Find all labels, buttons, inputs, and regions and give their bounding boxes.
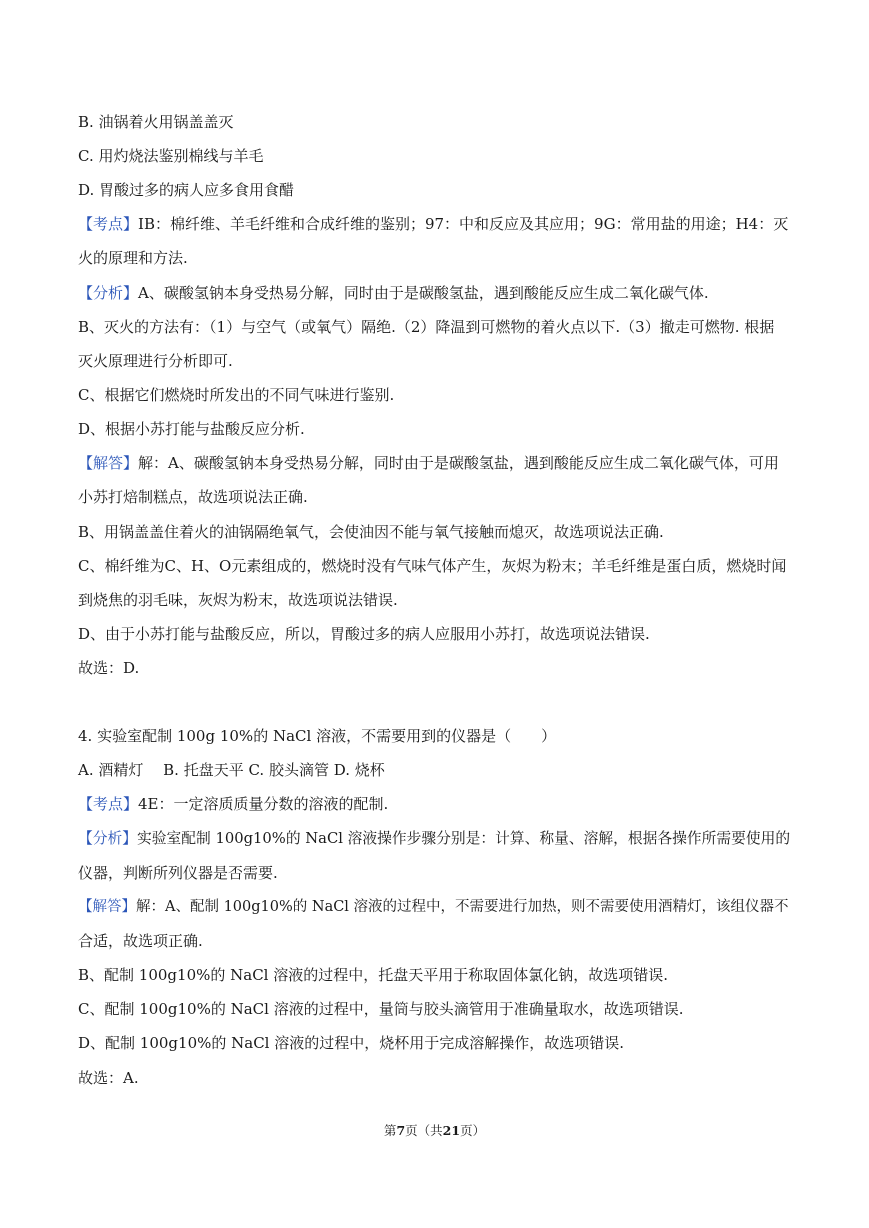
q3-fenxi-line-3: 灭火原理进行分析即可. — [78, 352, 233, 370]
q3-jieda-line-5: 到烧焦的羽毛味，灰烬为粉末，故选项说法错误. — [78, 591, 398, 609]
q3-fenxi-line-4: C、根据它们燃烧时所发出的不同气味进行鉴别. — [78, 386, 395, 404]
q4-options: A. 酒精灯 B. 托盘天平 C. 胶头滴管 D. 烧杯 — [78, 761, 385, 779]
jieda-tag: 【解答】 — [78, 899, 136, 915]
q3-kaodian-line-2: 火的原理和方法. — [78, 249, 188, 267]
page-footer: 第7页（共21页） — [383, 1123, 486, 1138]
q3-option-c: C. 用灼烧法鉴别棉线与羊毛 — [78, 147, 264, 165]
q4-jieda-line-3: B、配制 100g10%的 NaCl 溶液的过程中，托盘天平用于称取固体氯化钠，故选项错误. — [78, 966, 669, 984]
q3-jieda-line-3: B、用锅盖盖住着火的油锅隔绝氧气，会使油因不能与氧气接触而熄灭，故选项说法正确. — [78, 523, 664, 541]
fenxi-tag: 【分析】 — [78, 284, 139, 302]
q3-jieda-line-1: 【解答】解：A、碳酸氢钠本身受热易分解，同时由于是碳酸氢盐，遇到酸能反应生成二氧化碳气体，可用 — [78, 454, 779, 472]
q4-jieda-line-5: D、配制 100g10%的 NaCl 溶液的过程中，烧杯用于完成溶解操作，故选项错误. — [78, 1034, 625, 1052]
q4-jieda-line-4: C、配制 100g10%的 NaCl 溶液的过程中，量筒与胶头滴管用于准确量取水，故选项错误. — [78, 1000, 684, 1018]
q4-fenxi-line-2: 仪器，判断所列仪器是否需要. — [78, 864, 278, 882]
q3-option-d: D. 胃酸过多的病人应多食用食醋 — [78, 181, 295, 199]
q4-answer: 故选：A. — [78, 1069, 139, 1087]
q3-option-b: B. 油锅着火用锅盖盖灭 — [78, 113, 234, 131]
jieda-tag: 【解答】 — [78, 454, 139, 472]
q3-fenxi-line-1: 【分析】A、碳酸氢钠本身受热易分解，同时由于是碳酸氢盐，遇到酸能反应生成二氧化碳气体. — [78, 284, 709, 302]
q4-stem: 4. 实验室配制 100g 10%的 NaCl 溶液，不需要用到的仪器是（ ） — [78, 727, 557, 745]
q3-fenxi-line-2: B、灭火的方法有：（1）与空气（或氧气）隔绝.（2）降温到可燃物的着火点以下.（3）撤走可燃物. 根据 — [78, 318, 775, 336]
kaodian-tag: 【考点】 — [78, 795, 139, 813]
page-number: 7 — [396, 1123, 406, 1138]
q3-jieda-line-4: C、棉纤维为C、H、O元素组成的，燃烧时没有气味气体产生，灰烬为粉末；羊毛纤维是蛋白质，燃烧时闻 — [78, 557, 787, 575]
page-total: 21 — [442, 1123, 461, 1138]
q3-fenxi-line-5: D、根据小苏打能与盐酸反应分析. — [78, 420, 305, 438]
q4-fenxi-line-1: 【分析】实验室配制 100g10%的 NaCl 溶液操作步骤分别是：计算、称量、溶解，根据各操作所需要使用的 — [78, 830, 791, 847]
fenxi-tag: 【分析】 — [78, 830, 137, 847]
q3-jieda-line-6: D、由于小苏打能与盐酸反应，所以，胃酸过多的病人应服用小苏打，故选项说法错误. — [78, 625, 650, 643]
q3-kaodian-line-1: 【考点】IB：棉纤维、羊毛纤维和合成纤维的鉴别；97：中和反应及其应用；9G：常用盐的用途；H4：灭 — [78, 215, 789, 233]
q4-jieda-line-2: 合适，故选项正确. — [78, 932, 203, 950]
q3-jieda-line-2: 小苏打焙制糕点，故选项说法正确. — [78, 488, 308, 506]
kaodian-tag: 【考点】 — [78, 215, 139, 233]
q3-answer: 故选：D. — [78, 659, 140, 677]
q4-kaodian-line-1: 【考点】4E：一定溶质质量分数的溶液的配制. — [78, 795, 389, 813]
q4-jieda-line-1: 【解答】解：A、配制 100g10%的 NaCl 溶液的过程中，不需要进行加热，则不需要使用酒精灯，该组仪器不 — [78, 899, 789, 915]
